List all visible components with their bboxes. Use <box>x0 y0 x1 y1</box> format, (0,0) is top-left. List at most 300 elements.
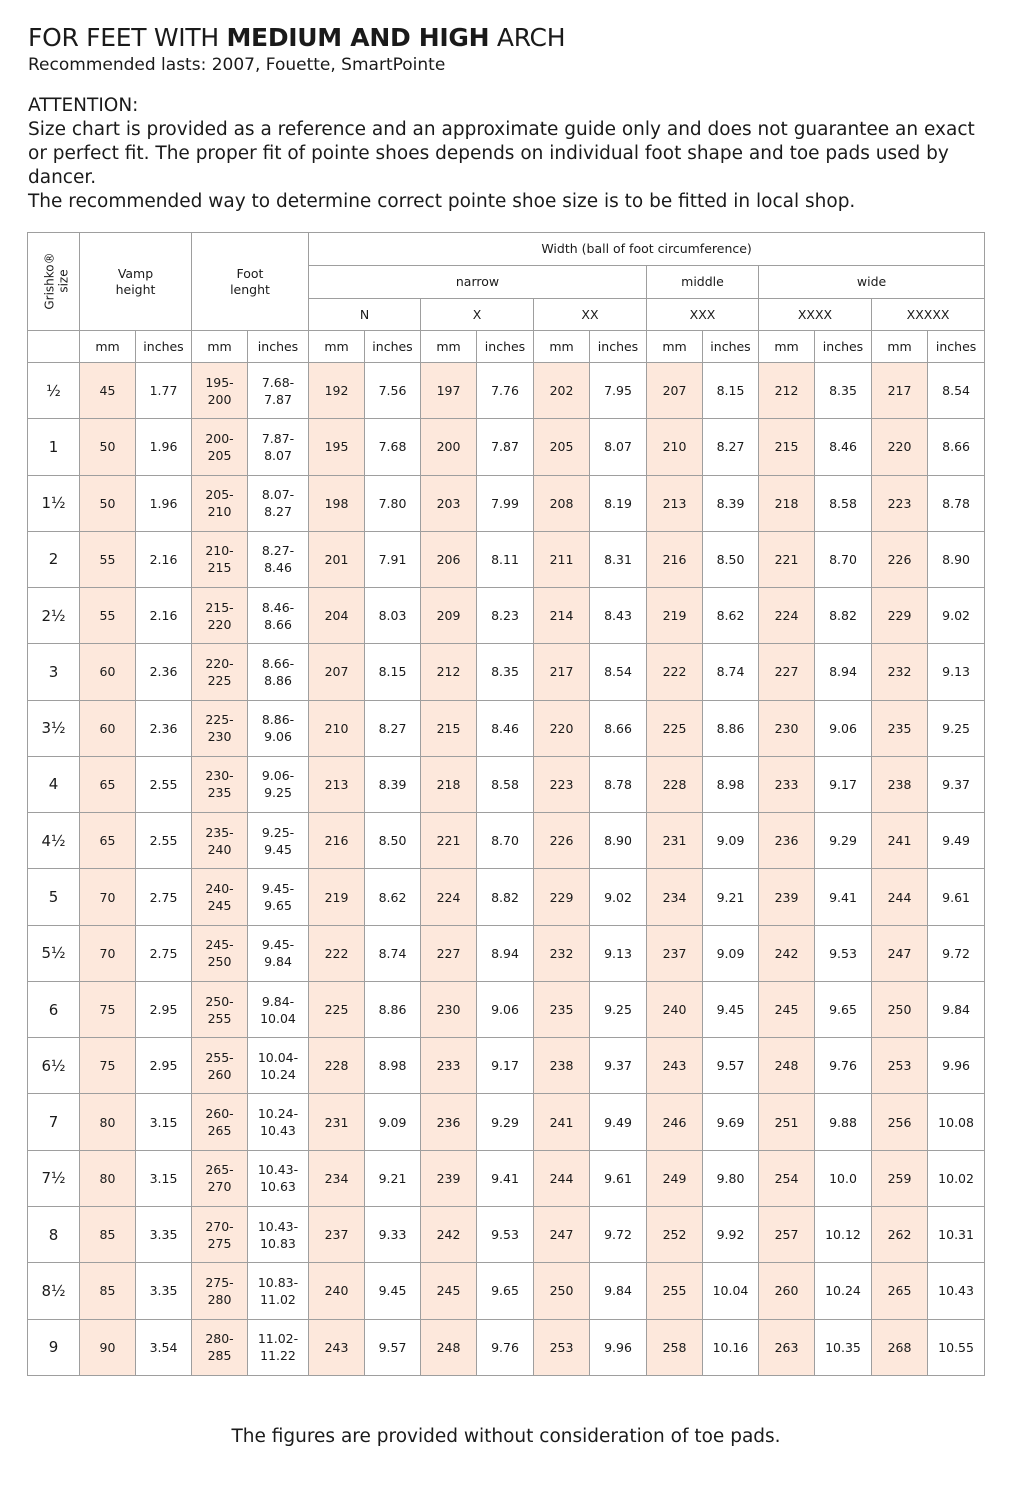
width-mm-cell: 219 <box>309 869 365 925</box>
width-inches-cell: 10.24 <box>815 1263 872 1319</box>
width-mm-cell: 246 <box>647 1094 703 1150</box>
foot-mm-from: 220- <box>205 655 234 671</box>
foot-inches-to: 8.86 <box>264 672 292 688</box>
width-inches-cell: 9.45 <box>365 1263 421 1319</box>
width-mm-cell: 237 <box>647 925 703 981</box>
width-inches-cell: 9.25 <box>590 981 647 1037</box>
width-inches-cell: 8.90 <box>590 813 647 869</box>
width-inches-cell: 9.92 <box>703 1206 759 1262</box>
size-cell: 2½ <box>28 588 80 644</box>
foot-inches-to: 11.02 <box>260 1291 296 1307</box>
foot-inches-from: 10.83- <box>257 1274 299 1290</box>
width-mm-cell: 200 <box>421 419 477 475</box>
attention-block <box>28 94 988 214</box>
width-inches-cell: 10.08 <box>928 1094 985 1150</box>
vamp-header-line: height <box>115 281 156 297</box>
width-inches-cell: 8.54 <box>590 644 647 700</box>
width-mm-cell: 242 <box>759 925 815 981</box>
width-inches-cell: 8.11 <box>477 531 534 587</box>
width-mm-cell: 232 <box>872 644 928 700</box>
width-inches-cell: 8.86 <box>365 981 421 1037</box>
foot-inches-cell <box>248 869 309 925</box>
page-header <box>28 22 988 214</box>
width-mm-cell: 240 <box>309 1263 365 1319</box>
unit-inches: inches <box>703 331 759 363</box>
width-mm-cell: 215 <box>421 700 477 756</box>
table-row <box>28 1038 985 1094</box>
foot-inches-from: 9.06- <box>261 768 295 784</box>
width-inches-cell: 8.58 <box>477 756 534 812</box>
size-header <box>28 233 80 331</box>
width-mm-cell: 234 <box>647 869 703 925</box>
foot-mm-to: 210 <box>207 504 232 520</box>
width-mm-cell: 207 <box>309 644 365 700</box>
width-mm-cell: 258 <box>647 1319 703 1375</box>
width-mm-cell: 235 <box>872 700 928 756</box>
width-inches-cell: 8.94 <box>477 925 534 981</box>
width-mm-cell: 215 <box>759 419 815 475</box>
foot-inches-cell <box>248 756 309 812</box>
foot-inches-from: 10.24- <box>257 1106 299 1122</box>
vamp-mm-cell: 90 <box>80 1319 136 1375</box>
width-mm-cell: 243 <box>309 1319 365 1375</box>
width-mm-cell: 218 <box>421 756 477 812</box>
width-inches-cell: 8.82 <box>477 869 534 925</box>
width-inches-cell: 9.76 <box>815 1038 872 1094</box>
table-row <box>28 1319 985 1375</box>
width-inches-cell: 9.65 <box>815 981 872 1037</box>
size-cell: 2 <box>28 531 80 587</box>
width-inches-cell: 8.46 <box>815 419 872 475</box>
foot-mm-from: 200- <box>205 430 234 446</box>
width-mm-cell: 219 <box>647 588 703 644</box>
foot-mm-to: 265 <box>207 1123 232 1139</box>
vamp-mm-cell: 80 <box>80 1150 136 1206</box>
foot-inches-to: 8.46 <box>264 560 292 576</box>
vamp-mm-cell: 70 <box>80 925 136 981</box>
table-row <box>28 981 985 1037</box>
foot-mm-cell <box>192 813 248 869</box>
unit-mm: mm <box>759 331 815 363</box>
width-inches-cell: 8.74 <box>703 644 759 700</box>
width-xxx-header: XXX <box>647 299 759 331</box>
width-inches-cell: 10.02 <box>928 1150 985 1206</box>
group-wide-header: wide <box>759 266 985 299</box>
width-mm-cell: 221 <box>759 531 815 587</box>
page-title <box>28 22 988 54</box>
width-inches-cell: 9.72 <box>590 1206 647 1262</box>
width-mm-cell: 225 <box>647 700 703 756</box>
foot-mm-to: 280 <box>207 1291 232 1307</box>
foot-inches-cell <box>248 1150 309 1206</box>
vamp-mm-cell: 55 <box>80 531 136 587</box>
width-inches-cell: 8.86 <box>703 700 759 756</box>
foot-mm-to: 275 <box>207 1235 232 1251</box>
width-inches-cell: 10.43 <box>928 1263 985 1319</box>
width-inches-cell: 8.98 <box>365 1038 421 1094</box>
vamp-mm-cell: 60 <box>80 644 136 700</box>
foot-mm-from: 210- <box>205 543 234 559</box>
foot-inches-cell <box>248 981 309 1037</box>
vamp-mm-cell: 85 <box>80 1263 136 1319</box>
group-narrow-header: narrow <box>309 266 647 299</box>
width-mm-cell: 241 <box>534 1094 590 1150</box>
size-cell: 9 <box>28 1319 80 1375</box>
foot-inches-from: 9.25- <box>261 824 295 840</box>
width-mm-cell: 232 <box>534 925 590 981</box>
width-inches-cell: 8.62 <box>703 588 759 644</box>
size-cell: 4½ <box>28 813 80 869</box>
size-cell: 5½ <box>28 925 80 981</box>
width-header: Width (ball of foot circumference) <box>309 233 985 266</box>
width-inches-cell: 8.66 <box>928 419 985 475</box>
table-row <box>28 1206 985 1262</box>
table-row <box>28 363 985 419</box>
foot-inches-cell <box>248 1094 309 1150</box>
vamp-inches-cell: 2.75 <box>136 925 192 981</box>
width-inches-cell: 9.41 <box>477 1150 534 1206</box>
foot-mm-from: 270- <box>205 1218 234 1234</box>
width-xxxxx-header: XXXXX <box>872 299 985 331</box>
foot-inches-to: 9.25 <box>264 785 292 801</box>
vamp-mm-cell: 60 <box>80 700 136 756</box>
foot-inches-cell <box>248 1263 309 1319</box>
size-chart-table <box>27 232 985 1376</box>
width-mm-cell: 228 <box>309 1038 365 1094</box>
width-inches-cell: 9.80 <box>703 1150 759 1206</box>
foot-inches-to: 8.27 <box>264 504 292 520</box>
width-mm-cell: 204 <box>309 588 365 644</box>
width-inches-cell: 7.80 <box>365 475 421 531</box>
unit-inches: inches <box>136 331 192 363</box>
table-row <box>28 531 985 587</box>
size-cell: ½ <box>28 363 80 419</box>
foot-inches-cell <box>248 813 309 869</box>
foot-mm-to: 285 <box>207 1348 232 1364</box>
width-inches-cell: 8.15 <box>365 644 421 700</box>
width-inches-cell: 9.29 <box>815 813 872 869</box>
vamp-mm-cell: 65 <box>80 756 136 812</box>
foot-inches-cell <box>248 419 309 475</box>
width-mm-cell: 256 <box>872 1094 928 1150</box>
size-cell: 8 <box>28 1206 80 1262</box>
width-x-header: X <box>421 299 534 331</box>
width-inches-cell: 7.87 <box>477 419 534 475</box>
width-mm-cell: 227 <box>421 925 477 981</box>
group-middle-header: middle <box>647 266 759 299</box>
foot-inches-to: 8.07 <box>264 447 292 463</box>
width-inches-cell: 9.02 <box>590 869 647 925</box>
foot-inches-cell <box>248 1206 309 1262</box>
foot-inches-cell <box>248 363 309 419</box>
width-mm-cell: 259 <box>872 1150 928 1206</box>
unit-inches: inches <box>815 331 872 363</box>
vamp-inches-cell: 2.36 <box>136 644 192 700</box>
width-mm-cell: 243 <box>647 1038 703 1094</box>
foot-inches-to: 7.87 <box>264 391 292 407</box>
vamp-inches-cell: 3.15 <box>136 1150 192 1206</box>
width-mm-cell: 202 <box>534 363 590 419</box>
foot-mm-to: 200 <box>207 391 232 407</box>
foot-inches-to: 9.84 <box>264 954 292 970</box>
width-mm-cell: 212 <box>759 363 815 419</box>
width-inches-cell: 8.66 <box>590 700 647 756</box>
vamp-inches-cell: 2.16 <box>136 531 192 587</box>
width-inches-cell: 10.35 <box>815 1319 872 1375</box>
vamp-mm-cell: 55 <box>80 588 136 644</box>
foot-mm-from: 195- <box>205 374 234 390</box>
width-mm-cell: 223 <box>872 475 928 531</box>
foot-mm-from: 205- <box>205 487 234 503</box>
width-mm-cell: 213 <box>309 756 365 812</box>
width-mm-cell: 221 <box>421 813 477 869</box>
width-inches-cell: 9.84 <box>928 981 985 1037</box>
width-inches-cell: 10.55 <box>928 1319 985 1375</box>
width-inches-cell: 8.82 <box>815 588 872 644</box>
vamp-mm-cell: 80 <box>80 1094 136 1150</box>
foot-mm-cell <box>192 1150 248 1206</box>
attention-line: or perfect fit. The proper fit of pointe shoes depends on individual foot shape and toe pads used by dancer. <box>28 143 949 188</box>
width-mm-cell: 222 <box>647 644 703 700</box>
width-mm-cell: 239 <box>759 869 815 925</box>
foot-inches-cell <box>248 700 309 756</box>
foot-mm-from: 230- <box>205 768 234 784</box>
vamp-mm-cell: 50 <box>80 475 136 531</box>
width-mm-cell: 231 <box>309 1094 365 1150</box>
size-cell: 7 <box>28 1094 80 1150</box>
width-mm-cell: 247 <box>872 925 928 981</box>
width-mm-cell: 230 <box>421 981 477 1037</box>
foot-inches-cell <box>248 925 309 981</box>
vamp-inches-cell: 2.36 <box>136 700 192 756</box>
foot-inches-to: 10.04 <box>260 1010 296 1026</box>
width-mm-cell: 234 <box>309 1150 365 1206</box>
width-mm-cell: 262 <box>872 1206 928 1262</box>
foot-mm-cell <box>192 981 248 1037</box>
vamp-mm-cell: 75 <box>80 981 136 1037</box>
foot-mm-to: 260 <box>207 1066 232 1082</box>
width-mm-cell: 230 <box>759 700 815 756</box>
width-n-header: N <box>309 299 421 331</box>
width-mm-cell: 239 <box>421 1150 477 1206</box>
foot-mm-cell <box>192 588 248 644</box>
width-inches-cell: 10.0 <box>815 1150 872 1206</box>
vamp-inches-cell: 3.54 <box>136 1319 192 1375</box>
table-row <box>28 756 985 812</box>
vamp-inches-cell: 1.96 <box>136 419 192 475</box>
width-inches-cell: 9.29 <box>477 1094 534 1150</box>
width-inches-cell: 9.76 <box>477 1319 534 1375</box>
width-inches-cell: 9.84 <box>590 1263 647 1319</box>
foot-inches-to: 8.66 <box>264 616 292 632</box>
width-mm-cell: 235 <box>534 981 590 1037</box>
width-inches-cell: 9.17 <box>815 756 872 812</box>
width-mm-cell: 207 <box>647 363 703 419</box>
table-row <box>28 1150 985 1206</box>
width-inches-cell: 8.19 <box>590 475 647 531</box>
width-inches-cell: 8.27 <box>703 419 759 475</box>
size-cell: 3½ <box>28 700 80 756</box>
width-inches-cell: 9.09 <box>703 925 759 981</box>
vamp-mm-cell: 45 <box>80 363 136 419</box>
title-lead: FOR FEET WITH <box>28 23 227 52</box>
foot-mm-to: 250 <box>207 954 232 970</box>
width-inches-cell: 9.17 <box>477 1038 534 1094</box>
width-inches-cell: 8.50 <box>703 531 759 587</box>
foot-mm-from: 265- <box>205 1162 234 1178</box>
foot-mm-to: 215 <box>207 560 232 576</box>
width-mm-cell: 240 <box>647 981 703 1037</box>
recommended-lasts: Recommended lasts: 2007, Fouette, SmartPointe <box>28 55 446 75</box>
width-mm-cell: 214 <box>534 588 590 644</box>
width-inches-cell: 8.62 <box>365 869 421 925</box>
width-mm-cell: 252 <box>647 1206 703 1262</box>
width-inches-cell: 8.78 <box>590 756 647 812</box>
foot-header-line: lenght <box>230 281 270 297</box>
vamp-inches-cell: 1.96 <box>136 475 192 531</box>
size-cell: 3 <box>28 644 80 700</box>
width-inches-cell: 7.99 <box>477 475 534 531</box>
width-inches-cell: 9.45 <box>703 981 759 1037</box>
width-inches-cell: 7.56 <box>365 363 421 419</box>
width-mm-cell: 255 <box>647 1263 703 1319</box>
width-inches-cell: 8.70 <box>477 813 534 869</box>
vamp-inches-cell: 3.35 <box>136 1206 192 1262</box>
width-inches-cell: 8.31 <box>590 531 647 587</box>
foot-mm-to: 225 <box>207 672 232 688</box>
vamp-mm-cell: 85 <box>80 1206 136 1262</box>
width-mm-cell: 236 <box>421 1094 477 1150</box>
width-inches-cell: 9.13 <box>590 925 647 981</box>
foot-inches-cell <box>248 644 309 700</box>
width-mm-cell: 220 <box>872 419 928 475</box>
unit-mm: mm <box>421 331 477 363</box>
foot-inches-cell <box>248 588 309 644</box>
width-mm-cell: 250 <box>534 1263 590 1319</box>
width-inches-cell: 8.50 <box>365 813 421 869</box>
width-mm-cell: 247 <box>534 1206 590 1262</box>
width-mm-cell: 233 <box>759 756 815 812</box>
footer-note: The figures are provided without consideration of toe pads. <box>231 1426 781 1447</box>
width-inches-cell: 10.04 <box>703 1263 759 1319</box>
foot-mm-to: 235 <box>207 785 232 801</box>
width-inches-cell: 9.53 <box>477 1206 534 1262</box>
width-mm-cell: 224 <box>421 869 477 925</box>
width-inches-cell: 8.27 <box>365 700 421 756</box>
size-cell: 4 <box>28 756 80 812</box>
width-mm-cell: 220 <box>534 700 590 756</box>
width-inches-cell: 8.35 <box>477 644 534 700</box>
width-inches-cell: 9.49 <box>590 1094 647 1150</box>
vamp-mm-cell: 70 <box>80 869 136 925</box>
width-inches-cell: 8.70 <box>815 531 872 587</box>
foot-mm-from: 240- <box>205 881 234 897</box>
foot-mm-to: 240 <box>207 841 232 857</box>
width-mm-cell: 212 <box>421 644 477 700</box>
width-mm-cell: 233 <box>421 1038 477 1094</box>
title-bold: MEDIUM AND HIGH <box>226 23 490 52</box>
foot-mm-to: 255 <box>207 1010 232 1026</box>
table-row <box>28 644 985 700</box>
width-mm-cell: 265 <box>872 1263 928 1319</box>
size-header-line: size <box>56 269 71 293</box>
width-mm-cell: 248 <box>759 1038 815 1094</box>
width-inches-cell: 8.39 <box>365 756 421 812</box>
width-mm-cell: 237 <box>309 1206 365 1262</box>
width-mm-cell: 257 <box>759 1206 815 1262</box>
width-mm-cell: 216 <box>647 531 703 587</box>
foot-mm-from: 245- <box>205 937 234 953</box>
size-rows <box>28 363 985 1376</box>
foot-mm-cell <box>192 1319 248 1375</box>
vamp-inches-cell: 2.95 <box>136 1038 192 1094</box>
foot-inches-from: 8.46- <box>261 599 295 615</box>
width-mm-cell: 206 <box>421 531 477 587</box>
foot-mm-from: 235- <box>205 824 234 840</box>
foot-mm-cell <box>192 756 248 812</box>
width-inches-cell: 9.69 <box>703 1094 759 1150</box>
width-inches-cell: 9.13 <box>928 644 985 700</box>
width-mm-cell: 238 <box>872 756 928 812</box>
width-mm-cell: 245 <box>421 1263 477 1319</box>
width-mm-cell: 244 <box>872 869 928 925</box>
foot-mm-cell <box>192 925 248 981</box>
width-inches-cell: 8.90 <box>928 531 985 587</box>
foot-inches-from: 10.04- <box>257 1049 299 1065</box>
foot-inches-to: 9.45 <box>264 841 292 857</box>
width-mm-cell: 268 <box>872 1319 928 1375</box>
foot-inches-from: 7.68- <box>261 374 295 390</box>
foot-length-header <box>192 233 309 331</box>
foot-inches-from: 10.43- <box>257 1162 299 1178</box>
foot-inches-from: 8.27- <box>261 543 295 559</box>
foot-inches-to: 10.43 <box>260 1123 296 1139</box>
width-inches-cell: 8.78 <box>928 475 985 531</box>
foot-inches-from: 7.87- <box>261 430 295 446</box>
size-cell: 1 <box>28 419 80 475</box>
units-row <box>28 331 985 363</box>
foot-mm-from: 275- <box>205 1274 234 1290</box>
width-mm-cell: 205 <box>534 419 590 475</box>
width-mm-cell: 260 <box>759 1263 815 1319</box>
unit-mm: mm <box>309 331 365 363</box>
width-mm-cell: 209 <box>421 588 477 644</box>
width-mm-cell: 241 <box>872 813 928 869</box>
width-inches-cell: 8.39 <box>703 475 759 531</box>
unit-inches: inches <box>248 331 309 363</box>
width-mm-cell: 192 <box>309 363 365 419</box>
table-row <box>28 1094 985 1150</box>
foot-inches-to: 9.06 <box>264 729 292 745</box>
unit-inches: inches <box>477 331 534 363</box>
foot-inches-to: 10.24 <box>260 1066 296 1082</box>
width-inches-cell: 9.96 <box>590 1319 647 1375</box>
width-inches-cell: 9.06 <box>477 981 534 1037</box>
vamp-height-header <box>80 233 192 331</box>
width-inches-cell: 10.12 <box>815 1206 872 1262</box>
width-inches-cell: 9.37 <box>928 756 985 812</box>
foot-mm-cell <box>192 1263 248 1319</box>
width-inches-cell: 9.09 <box>365 1094 421 1150</box>
width-mm-cell: 251 <box>759 1094 815 1150</box>
title-tail: ARCH <box>489 23 566 52</box>
unit-mm: mm <box>647 331 703 363</box>
width-inches-cell: 8.43 <box>590 588 647 644</box>
width-mm-cell: 216 <box>309 813 365 869</box>
width-mm-cell: 245 <box>759 981 815 1037</box>
width-inches-cell: 7.95 <box>590 363 647 419</box>
width-mm-cell: 224 <box>759 588 815 644</box>
